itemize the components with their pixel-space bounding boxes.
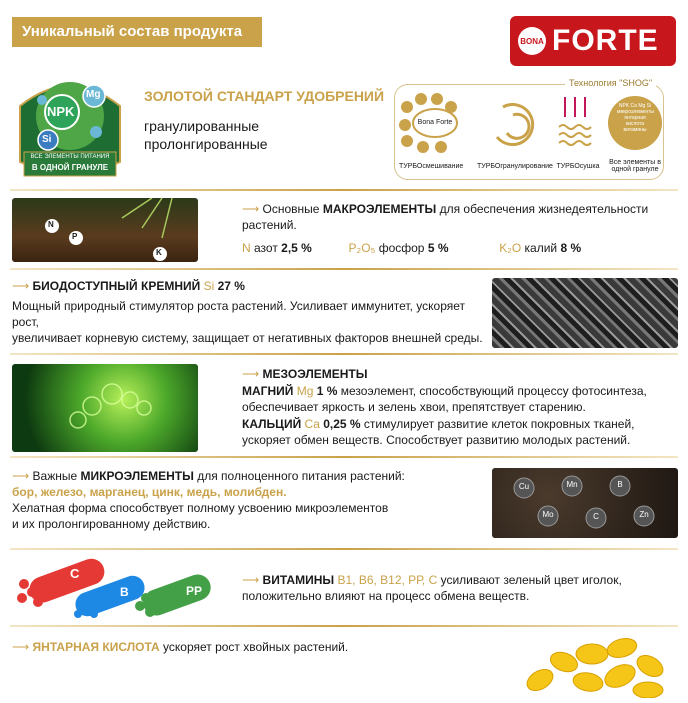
emblem-badge-line1: ВСЕ ЭЛЕМЕНТЫ ПИТАНИЯ <box>30 154 110 160</box>
silicon-keyword: БИОДОСТУПНЫЙ КРЕМНИЙ <box>32 279 201 293</box>
calcium-text <box>242 416 682 448</box>
ca-name: КАЛЬЦИЙ <box>242 417 302 431</box>
capsule-label-pp: PP <box>186 584 203 598</box>
micro-rest: для полноценного питания растений: <box>193 469 405 483</box>
section-banner: Уникальный состав продукта <box>12 17 262 47</box>
tech-granule-text: NPK Ca Mg Si микроэлементы янтарная кислота витамины <box>617 103 654 133</box>
si-label: Si <box>42 134 52 145</box>
micro-line3: Хелатная форма способствует полному усвоению микроэлементов <box>12 501 389 515</box>
subheading-granular: гранулированные <box>144 118 260 134</box>
amber-rest: ускоряет рост хвойных растений. <box>159 640 349 654</box>
brand-logo <box>510 16 676 66</box>
micro-label-b: B <box>617 480 623 489</box>
p-value: 5 % <box>427 241 449 255</box>
amber-keyword: ЯНТАРНАЯ КИСЛОТА <box>32 640 160 654</box>
micro-label-mn: Mn <box>566 480 578 489</box>
vitamins-rest: усиливают зеленый цвет иголок, <box>437 573 622 587</box>
meso-keyword: МЕЗОЭЛЕМЕНТЫ <box>262 367 368 381</box>
arrow-icon: ⟶ <box>12 640 30 654</box>
n-symbol: N <box>242 241 251 255</box>
divider <box>10 456 678 458</box>
macro-values <box>242 241 662 255</box>
micro-text <box>12 468 482 532</box>
p-name: фосфор <box>375 241 428 255</box>
logo-badge: BONA <box>518 27 546 55</box>
n-value: 2,5 % <box>281 241 312 255</box>
mg-symbol: Mg <box>296 384 314 398</box>
macro-text <box>242 201 662 233</box>
micro-lead: Важные <box>32 469 81 483</box>
ca-value: 0,25 % <box>323 417 361 431</box>
green-cells-image <box>12 364 198 452</box>
divider <box>10 268 678 270</box>
micro-label-cu: Cu <box>518 482 530 491</box>
ca-desc: стимулирует развитие клеток покровных тканей, <box>360 417 635 431</box>
tech-center-text: Bona Forte <box>417 119 453 126</box>
amber-capsules-image <box>510 636 680 698</box>
nutrient-emblem <box>14 66 126 184</box>
tech-cap-all-in-one: Все элементы в одной грануле <box>609 159 661 173</box>
arrow-icon: ⟶ <box>242 367 260 381</box>
divider <box>10 625 678 627</box>
capsule-label-b: B <box>120 585 129 599</box>
k-symbol: K₂O <box>499 241 522 255</box>
vitamin-capsules-image <box>14 558 214 620</box>
vitamins-keyword: ВИТАМИНЫ <box>262 573 335 587</box>
img-label-n: N <box>48 220 54 229</box>
soil-micro-image <box>492 468 678 538</box>
vitamins-list: В1, В6, В12, РР, С <box>337 573 438 587</box>
macro-rest: для обеспечения жизнедеятельности <box>436 202 649 216</box>
img-label-k: K <box>156 248 162 257</box>
k-value: 8 % <box>560 241 582 255</box>
mg-label: Mg <box>86 89 101 100</box>
silicon-heading <box>12 278 482 294</box>
ca-symbol: Ca <box>304 417 320 431</box>
mg-line2: обеспечивает яркость и зелень хвои, препятствует старению. <box>242 400 586 414</box>
silicon-line2: увеличивает корневую систему, защищает от негативных факторов внешней среды. <box>12 331 483 345</box>
magnesium-text <box>242 383 682 415</box>
divider <box>10 548 678 550</box>
ca-line2: ускоряет обмен веществ. Способствует развитию молодых растений. <box>242 433 631 447</box>
mg-value: 1 % <box>316 384 338 398</box>
img-label-p: P <box>72 232 78 241</box>
micro-label-zn: Zn <box>639 510 649 519</box>
mg-desc: мезоэлемент, способствующий процессу фотосинтеза, <box>337 384 647 398</box>
silicon-body <box>12 298 488 346</box>
amber-text <box>12 639 472 655</box>
headline: ЗОЛОТОЙ СТАНДАРТ УДОБРЕНИЙ <box>144 88 385 104</box>
vitamins-text <box>242 572 682 604</box>
micro-list: бор, железо, марганец, цинк, медь, молибден. <box>12 485 287 499</box>
micro-keyword: МИКРОЭЛЕМЕНТЫ <box>80 469 194 483</box>
macro-lead: Основные <box>262 202 323 216</box>
macro-line2: растений. <box>242 218 297 232</box>
divider <box>10 353 678 355</box>
meso-heading <box>242 366 368 382</box>
arrow-icon: ⟶ <box>242 202 260 216</box>
silicon-symbol: Si <box>203 279 215 293</box>
p-symbol: P₂O₅ <box>348 241 376 255</box>
silicon-stones-image <box>492 278 678 348</box>
silicon-value: 27 % <box>217 279 245 293</box>
logo-word: FORTE <box>552 24 659 57</box>
tech-cap-drying: ТУРБОсушка <box>556 163 600 170</box>
subheading-prolonged: пролонгированные <box>144 136 268 152</box>
k-name: калий <box>521 241 561 255</box>
micro-line4: и их пролонгированному действию. <box>12 517 211 531</box>
tech-label: Технология "SHOG" <box>565 78 656 88</box>
emblem-badge-line2: В ОДНОЙ ГРАНУЛЕ <box>31 163 109 172</box>
soil-root-image <box>12 198 198 262</box>
macro-keyword: МАКРОЭЛЕМЕНТЫ <box>322 202 437 216</box>
n-name: азот <box>250 241 282 255</box>
tech-cap-granulation: ТУРБОгранулирование <box>477 163 553 170</box>
vitamins-line2: положительно влияют на процесс обмена веществ. <box>242 589 530 603</box>
tech-cap-mixing: ТУРБОсмешивание <box>399 163 464 170</box>
micro-label-c: C <box>593 512 599 521</box>
npk-label: NPK <box>47 104 75 119</box>
silicon-line1: Мощный природный стимулятор роста растений. Усиливает иммунитет, ускоряет рост, <box>12 299 465 329</box>
mg-name: МАГНИЙ <box>242 384 294 398</box>
technology-box <box>394 84 664 180</box>
arrow-icon: ⟶ <box>12 469 30 483</box>
arrow-icon: ⟶ <box>12 279 30 293</box>
capsule-label-c: C <box>70 566 80 581</box>
arrow-icon: ⟶ <box>242 573 260 587</box>
micro-label-mo: Mo <box>542 510 554 519</box>
divider <box>10 189 678 191</box>
